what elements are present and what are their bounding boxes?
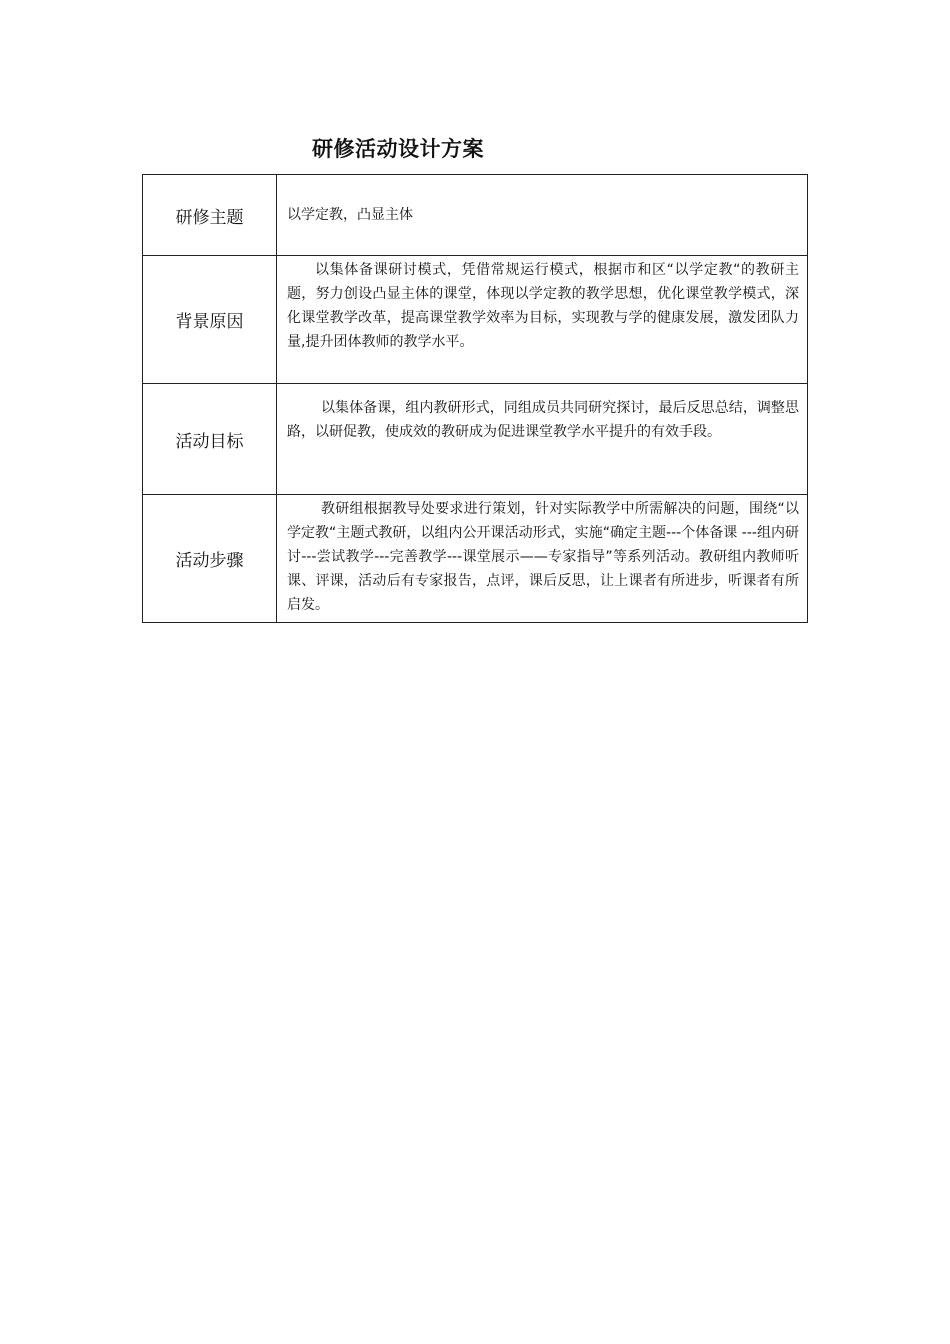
row-label-background: 背景原因 [143,256,277,384]
topic-text: 以学定教，凸显主体 [287,207,413,223]
table-row-steps [143,495,808,623]
table-row-topic [143,175,808,256]
row-content-background [277,256,808,384]
row-label-goal: 活动目标 [143,384,277,495]
row-content-goal [277,384,808,495]
document-title: 研修活动设计方案 [312,136,484,161]
row-content-topic [277,175,808,256]
row-label-topic: 研修主题 [143,175,277,256]
plan-table [142,174,808,623]
table-row-background [143,256,808,384]
background-text: 以集体备课研讨模式，凭借常规运行模式，根据市和区“以学定教“的教研主题，努力创设凸显主体的课堂，体现以学定教的教学思想，优化课堂教学模式，深化课堂教学改革，提高课堂教学效率为目标，实现教与学的健康发展，激发团队力量,提升团体教师的教学水平。 [287,262,799,350]
row-content-steps [277,495,808,623]
row-label-steps: 活动步骤 [143,495,277,623]
goal-text: 以集体备课，组内教研形式，同组成员共同研究探讨，最后反思总结，调整思路，以研促教，使成效的教研成为促进课堂教学水平提升的有效手段。 [287,400,799,440]
table-row-goal [143,384,808,495]
steps-text: 教研组根据教导处要求进行策划，针对实际教学中所需解决的问题，围绕“以学定教“主题式教研，以组内公开课活动形式，实施“确定主题---个体备课 ---组内研讨---尝试教学---完善教学---课堂展示——专家指导”等系列活动。教研组内教师听课、评课，活动后有专家报告，点评，课后反思，让上课者有所进步，听课者有所启发。 [287,501,799,613]
